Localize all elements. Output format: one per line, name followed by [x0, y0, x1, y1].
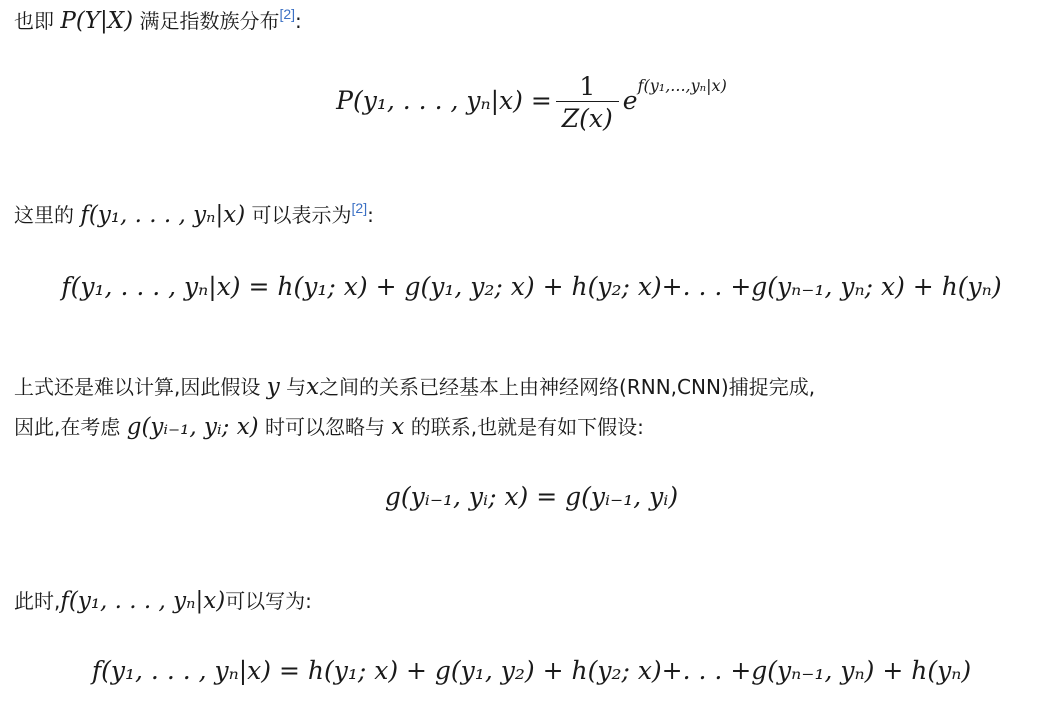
exponent: f(y₁,...,yₙ|x) — [637, 76, 727, 95]
paragraph-text: : — [367, 203, 374, 227]
paragraph-text: 此时, — [14, 589, 61, 613]
paragraph-exponential-family — [14, 6, 302, 36]
equation-probability — [0, 72, 1063, 133]
paragraph-text: 满足指数族分布 — [133, 9, 280, 33]
equation-g-assumption — [0, 482, 1063, 511]
equation-text: f(y₁, . . . , yₙ|x) = h(y₁; x) + g(y₁, y₂) + h(y₂; x)+. . . +g(yₙ₋₁, yₙ) + h(yₙ) — [91, 656, 972, 685]
paragraph-text: 的联系,也就是有如下假设: — [404, 415, 644, 439]
math-inline: x — [391, 414, 405, 440]
equation-f-simplified — [0, 656, 1063, 685]
paragraph-text: 上式还是难以计算,因此假设 — [14, 375, 267, 399]
paragraph-text: 与 — [279, 375, 307, 399]
paragraph-text: 也即 — [14, 9, 61, 33]
paragraph-text: : — [295, 9, 302, 33]
math-inline: P(Y|X) — [60, 8, 134, 34]
paragraph-text: 因此,在考虑 — [14, 415, 127, 439]
paragraph-f-definition — [14, 200, 374, 230]
fraction — [556, 72, 619, 133]
paragraph-text: 可以表示为 — [245, 203, 352, 227]
exp-base: e — [622, 86, 638, 115]
fraction-denominator: Z(x) — [556, 101, 619, 133]
fraction-numerator: 1 — [579, 72, 596, 101]
math-inline: y — [266, 374, 280, 400]
math-inline: x — [306, 374, 320, 400]
equation-text: g(yᵢ₋₁, yᵢ; x) = g(yᵢ₋₁, yᵢ) — [384, 482, 679, 511]
math-inline: f(y₁, . . . , yₙ|x) — [80, 202, 246, 228]
paragraph-text: 时可以忽略与 — [258, 415, 392, 439]
paragraph-text: 可以写为: — [225, 589, 312, 613]
paragraph-assumption-line-2 — [14, 412, 644, 442]
equation-f-expansion — [0, 272, 1063, 301]
paragraph-rewrite — [14, 586, 312, 616]
math-inline: g(yᵢ₋₁, yᵢ; x) — [126, 414, 259, 440]
citation-link[interactable]: [2] — [279, 6, 296, 22]
paragraph-text: 之间的关系已经基本上由神经网络(RNN,CNN)捕捉完成, — [319, 375, 816, 399]
equation-lhs: P(y₁, . . . , yₙ|x) = — [336, 86, 552, 115]
paragraph-assumption-line-1 — [14, 372, 815, 402]
paragraph-text: 这里的 — [14, 203, 81, 227]
equation-text: f(y₁, . . . , yₙ|x) = h(y₁; x) + g(y₁, y₂; x) + h(y₂; x)+. . . +g(yₙ₋₁, yₙ; x) + h(yₙ) — [61, 272, 1002, 301]
math-inline: f(y₁, . . . , yₙ|x) — [60, 588, 226, 614]
citation-link[interactable]: [2] — [351, 200, 368, 216]
